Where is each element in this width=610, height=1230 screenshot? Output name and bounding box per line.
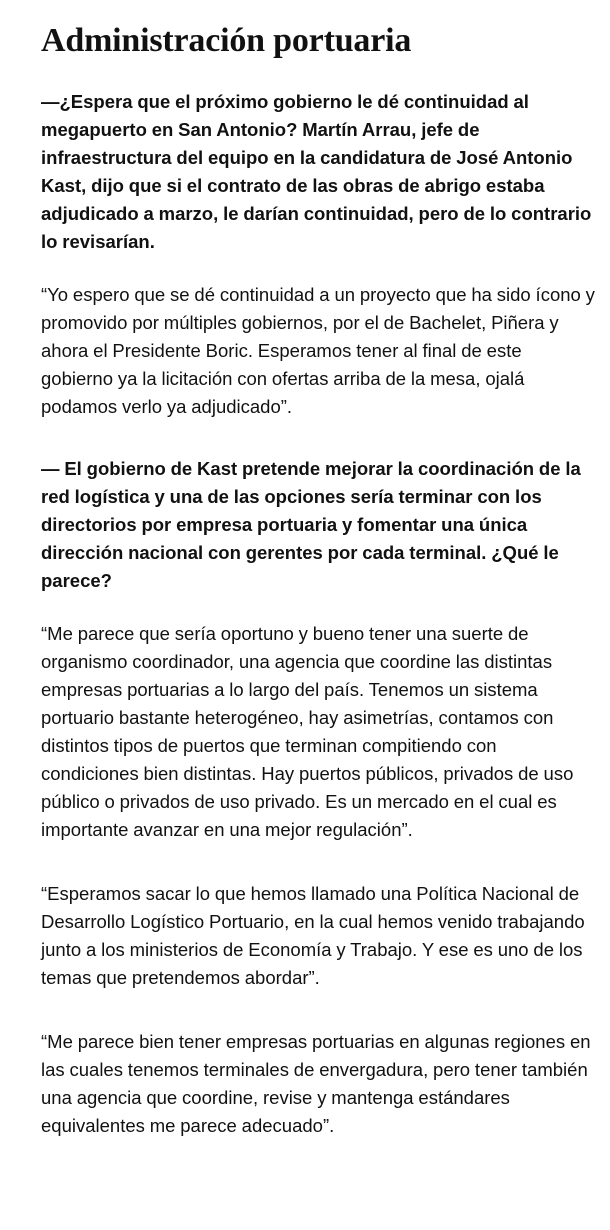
article-heading: Administración portuaria — [41, 22, 412, 59]
interview-answer-agencia: “Me parece bien tener empresas portuarias en algunas regiones en las cuales tenemos terminales de envergadura, pero tener también una agencia que coordine, revise y mantenga estándares equivalentes me parece adecuado”. — [41, 1031, 591, 1136]
interview-question-coordinacion: — El gobierno de Kast pretende mejorar la coordinación de la red logística y una de las opciones sería terminar con los directorios por empresa portuaria y fomentar una única dirección nacional con gerentes por cada terminal. ¿Qué le parece? — [41, 458, 581, 591]
interview-answer-organismo-coordinador: “Me parece que sería oportuno y bueno tener una suerte de organismo coordinador, una agencia que coordine las distintas empresas portuarias a lo largo del país. Tenemos un sistema portuario bastante heterogéneo, hay asimetrías, contamos con distintos tipos de puertos que terminan compitiendo con condiciones bien distintas. Hay puertos públicos, privados de uso público o privados de uso privado. Es un mercado en el cual es importante avanzar en una mejor regulación”. — [41, 623, 574, 840]
interview-question-megapuerto: —¿Espera que el próximo gobierno le dé continuidad al megapuerto en San Antonio? Martín Arrau, jefe de infraestructura del equipo en la candidatura de José Antonio Kast, dijo que si el contrato de las obras de abrigo estaba adjudicado a marzo, le darían continuidad, pero de lo contrario lo revisarían. — [41, 91, 592, 252]
article — [41, 18, 597, 1140]
interview-answer-politica-nacional: “Esperamos sacar lo que hemos llamado una Política Nacional de Desarrollo Logístico Portuario, en la cual hemos venido trabajando junto a los ministerios de Economía y Trabajo. Y ese es uno de los temas que pretendemos abordar”. — [41, 883, 585, 988]
interview-answer-continuidad: “Yo espero que se dé continuidad a un proyecto que ha sido ícono y promovido por múltiples gobiernos, por el de Bachelet, Piñera y ahora el Presidente Boric. Esperamos tener al final de este gobierno ya la licitación con ofertas arriba de la mesa, ojalá podamos verlo ya adjudicado”. — [41, 284, 595, 417]
